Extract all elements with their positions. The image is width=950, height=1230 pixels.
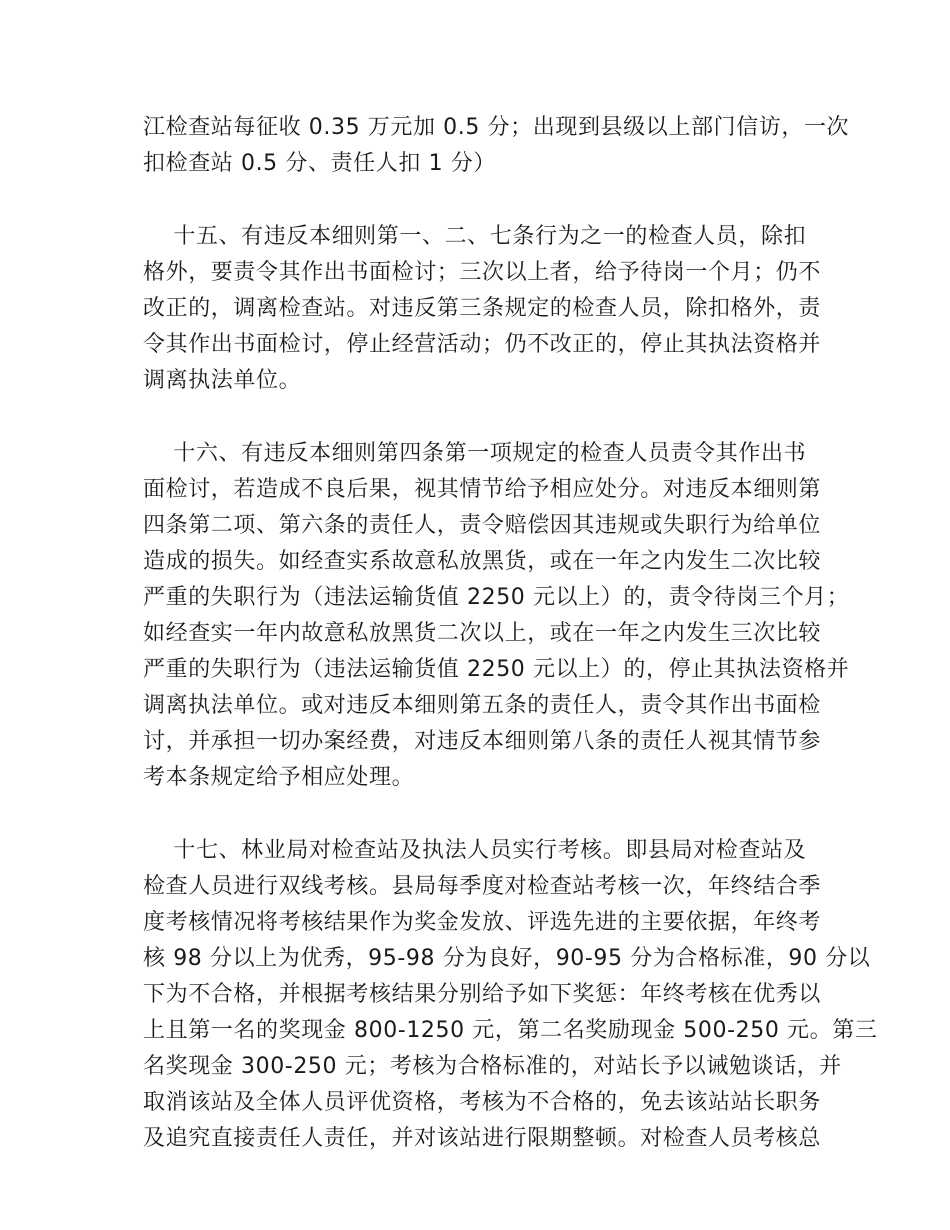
text-line: 如经查实一年内故意私放黑货二次以上，或在一年之内发生三次比较 bbox=[143, 621, 822, 646]
text-line: 下为不合格，并根据考核结果分别给予如下奖惩：年终考核在优秀以 bbox=[143, 982, 822, 1007]
text-line: 十五、有违反本细则第一、二、七条行为之一的检查人员，除扣 bbox=[143, 224, 807, 249]
text-line: 严重的失职行为（违法运输货值 2250 元以上）的，责令待岗三个月； bbox=[143, 585, 850, 610]
text-line: 严重的失职行为（违法运输货值 2250 元以上）的，停止其执法资格并 bbox=[143, 657, 850, 682]
text-line: 考本条规定给予相应处理。 bbox=[143, 765, 415, 790]
text-line: 格外，要责令其作出书面检讨；三次以上者，给予待岗一个月；仍不 bbox=[143, 260, 822, 285]
text-line: 令其作出书面检讨，停止经营活动；仍不改正的，停止其执法资格并 bbox=[143, 332, 822, 357]
text-line: 四条第二项、第六条的责任人，责令赔偿因其违规或失职行为给单位 bbox=[143, 513, 822, 538]
text-line: 度考核情况将考核结果作为奖金发放、评选先进的主要依据，年终考 bbox=[143, 910, 822, 935]
text-line: 及追究直接责任人责任，并对该站进行限期整顿。对检查人员考核总 bbox=[143, 1126, 822, 1151]
text-line: 讨，并承担一切办案经费，对违反本细则第八条的责任人视其情节参 bbox=[143, 729, 822, 754]
text-line: 面检讨，若造成不良后果，视其情节给予相应处分。对违反本细则第 bbox=[143, 477, 822, 502]
text-line: 取消该站及全体人员评优资格，考核为不合格的，免去该站站长职务 bbox=[143, 1090, 822, 1115]
text-line: 扣检查站 0.5 分、责任人扣 1 分） bbox=[143, 151, 496, 176]
text-line: 造成的损失。如经查实系故意私放黑货，或在一年之内发生二次比较 bbox=[143, 549, 822, 574]
text-line: 上且第一名的奖现金 800-1250 元，第二名奖励现金 500-250 元。第三 bbox=[143, 1018, 878, 1043]
text-line: 检查人员进行双线考核。县局每季度对检查站考核一次，年终结合季 bbox=[143, 874, 822, 899]
text-line: 改正的，调离检查站。对违反第三条规定的检查人员，除扣格外，责 bbox=[143, 296, 822, 321]
text-line: 十六、有违反本细则第四条第一项规定的检查人员责令其作出书 bbox=[143, 441, 807, 466]
text-line: 调离执法单位。 bbox=[143, 368, 302, 393]
text-line: 名奖现金 300-250 元；考核为合格标准的，对站长予以诫勉谈话，并 bbox=[143, 1054, 842, 1079]
text-line: 江检查站每征收 0.35 万元加 0.5 分；出现到县级以上部门信访，一次 bbox=[143, 115, 850, 140]
text-line: 调离执法单位。或对违反本细则第五条的责任人，责令其作出书面检 bbox=[143, 693, 822, 718]
text-line: 十七、林业局对检查站及执法人员实行考核。即县局对检查站及 bbox=[143, 838, 807, 863]
text-line: 核 98 分以上为优秀，95-98 分为良好，90-95 分为合格标准，90 分以 bbox=[143, 946, 871, 971]
